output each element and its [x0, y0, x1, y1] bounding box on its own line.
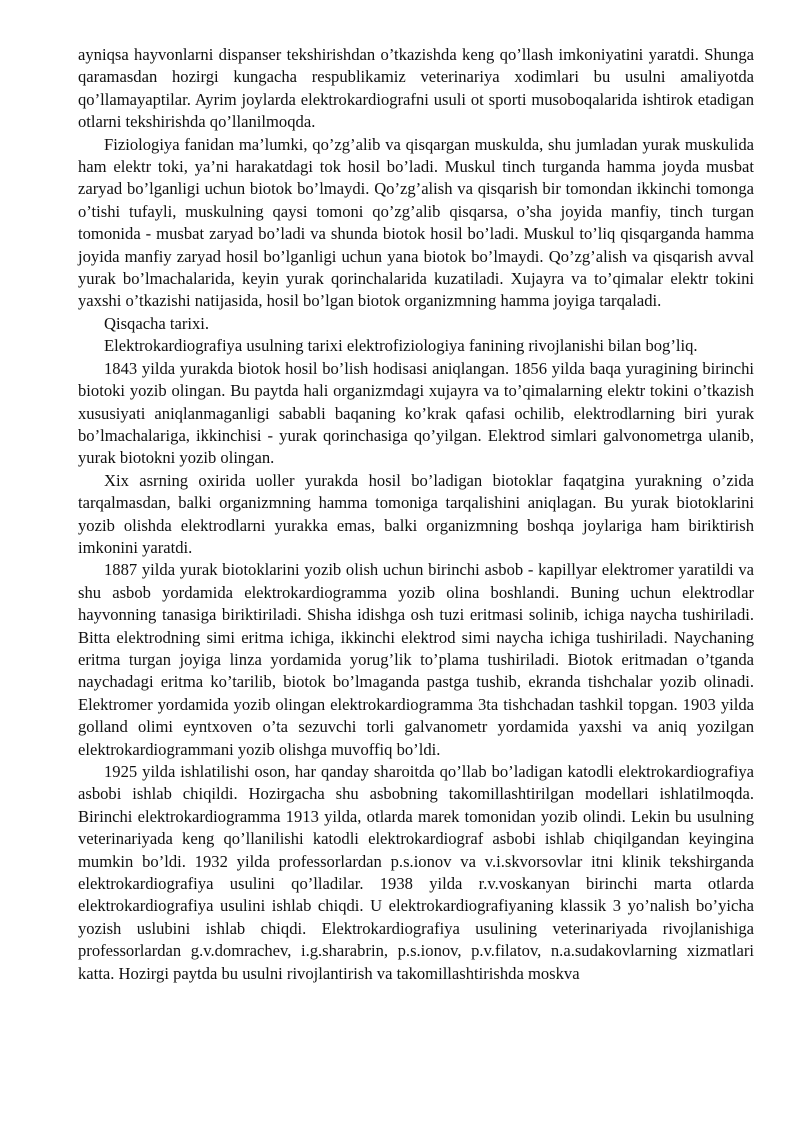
- paragraph: ayniqsa hayvonlarni dispanser tekshirishdan o’tkazishda keng qo’llash imkoniyatini yaratdi. Shunga qaramasdan hozirgi kungacha respublikamiz veterinariya xodimlari bu usulni amaliyotda qo’llamayaptilar. Ayrim joylarda elektrokardiografni usuli ot sporti musoboqalarida ishtirok etadigan otlarni tekshirishda qo’llanilmoqda.: [78, 45, 754, 132]
- section-heading: Qisqacha tarixi.: [104, 313, 210, 333]
- paragraph: Elektrokardiografiya usulning tarixi elektrofiziologiya fanining rivojlanishi bilan bog’liq.: [104, 336, 698, 356]
- paragraph: 1843 yilda yurakda biotok hosil bo’lish hodisasi aniqlangan. 1856 yilda baqa yuragining birinchi biotoki yozib olingan. Bu paytda hali organizmdagi xujayra va to’qimalarning elektr tokini o’tkazish xususiyati aniqlanmaganligi sababli baqaning ko’krak qafasi ochilib, elektrodlarning biri yurak bo’lmachalariga, ikkinchisi - yurak qorinchasiga qo’yilgan. Elektrod simlari galvonometrga ulanib, yurak biotokni yozib olingan.: [78, 358, 754, 468]
- paragraph: 1925 yilda ishlatilishi oson, har qanday sharoitda qo’llab bo’ladigan katodli elektrokardiografiya asbobi ishlab chiqildi. Hozirgacha shu asbobning takomillashtirilgan modellari ishlatilmoqda. Birinchi elektrokardiogramma 1913 yilda, otlarda marek tomonidan yozib olindi. Lekin bu usulning veterinariyada keng qo’llanilishi katodli elektrokardiograf asbobi ishlab chiqilgandan keyingina mumkin bo’ldi. 1932 yilda professorlardan p.s.ionov va v.i.skvorsovlar itni klinik tekshirganda elektrokardiografiya usulini qo’lladilar. 1938 yilda r.v.voskanyan birinchi marta otlarda elektrokardiografiya usulini ishlab chiqdi. U elektrokardiografiyaning klassik 3 yo’nalish bo’yicha yozish uslubini ishlab chiqdi. Elektrokardiografiya usulining veterinariyada rivojlanishiga professorlardan g.v.domrachev, i.g.sharabrin, p.s.ionov, p.v.filatov, n.a.sudakovlarning xizmatlari katta. Hozirgi paytda bu usulni rivojlantirish va takomillashtirishda moskva: [78, 762, 754, 983]
- document-page: [78, 44, 754, 985]
- paragraph: Fiziologiya fanidan ma’lumki, qo’zg’alib va qisqargan muskulda, shu jumladan yurak muskulida ham elektr toki, ya’ni harakatdagi tok hosil bo’ladi. Muskul tinch turganda hamma joyda musbat zaryad bo’lganligi uchun biotok bo’lmaydi. Qo’zg’alish va qisqarish bir tomondan ikkinchi tomonga o’tishi tufayli, muskulning qaysi tomoni qo’zg’alib qisqarsa, o’sha joyida manfiy, tinch turgan tomonida - musbat zaryad bo’ladi va shunda biotok hosil bo’ladi. Muskul to’liq qisqarganda hamma joyida manfiy zaryad hosil bo’lganligi uchun yana biotok bo’lmaydi. Qo’zg’alish va qisqarish avval yurak bo’lmachalarida, keyin yurak qorinchalarida kuzatiladi. Xujayra va to’qimalar elektr tokini yaxshi o’tkazishi natijasida, hosil bo’lgan biotok organizmning hamma joyiga tarqaladi.: [78, 134, 754, 311]
- paragraph: Xix asrning oxirida uoller yurakda hosil bo’ladigan biotoklar faqatgina yurakning o’zida tarqalmasdan, balki organizmning hamma tomoniga tarqalishini aniqlagan. Bu yurak biotoklarini yozib olishda elektrodlarni yurakka emas, balki organizmning boshqa joylariga ham biriktirish imkonini yaratdi.: [78, 470, 754, 557]
- paragraph: 1887 yilda yurak biotoklarini yozib olish uchun birinchi asbob - kapillyar elektromer yaratildi va shu asbob yordamida elektrokardiogramma yozib olina boshlandi. Buning uchun elektrodlar hayvonning tanasiga biriktiriladi. Shisha idishga osh tuzi eritmasi solinib, ichiga naycha tushiriladi. Bitta elektrodning simi eritma ichiga, ikkinchi elektrod simi naycha ichiga tushiriladi. Naychaning eritma turgan joyiga linza yordamida yorug’lik to’plama tushiriladi. Biotok eritmadan o’tganda naychadagi eritma ko’tarilib, biotok bo’lmaganda pastga tushib, ekranda tishchalar yozib olinadi. Elektromer yordamida yozib olingan elektrokardiogramma 3ta tishchadan tashkil topgan. 1903 yilda golland olimi eyntxoven o’ta sezuvchi torli galvanometr yordamida yaxshi va aniq yozilgan elektrokardiogrammani yozib olishga muvoffiq bo’ldi.: [78, 560, 754, 759]
